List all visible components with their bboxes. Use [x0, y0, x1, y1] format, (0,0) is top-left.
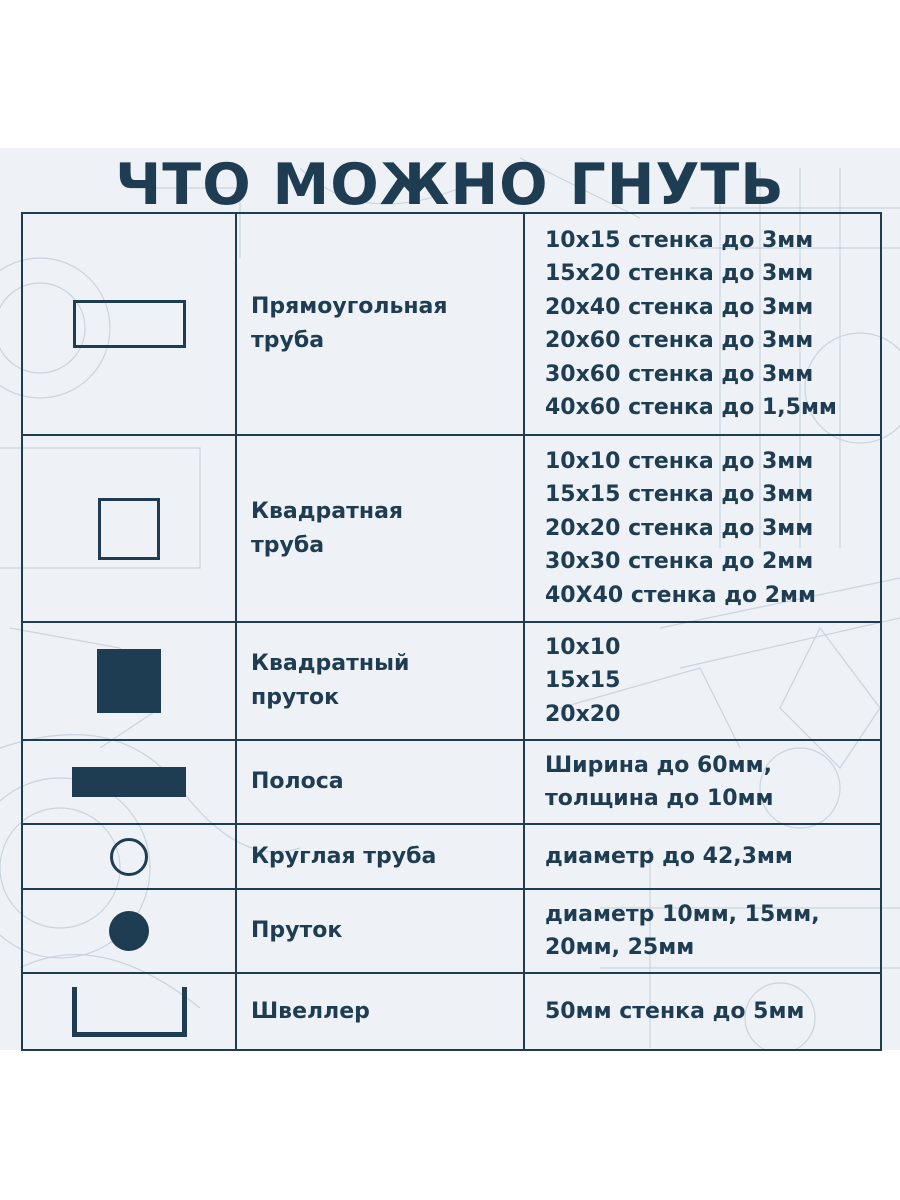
table-row — [22, 622, 881, 740]
spec-line: 15х15 — [545, 668, 621, 694]
table-row — [22, 213, 881, 435]
profile-specs — [524, 213, 881, 435]
icon-cell — [22, 622, 236, 740]
square-bar-solid-icon — [97, 649, 161, 713]
profile-name: Квадратный пруток — [236, 622, 524, 740]
profile-specs — [524, 824, 881, 889]
spec-line: толщина до 10мм — [545, 786, 774, 811]
profile-name: Прямоугольная труба — [236, 213, 524, 435]
strip-solid-icon — [72, 767, 186, 797]
spec-line: 15х20 стенка до 3мм — [545, 261, 814, 286]
spec-line: 10х15 стенка до 3мм — [545, 227, 814, 253]
profile-specs — [524, 740, 881, 824]
spec-line: 20х20 стенка до 3мм — [545, 515, 814, 541]
icon-cell — [22, 973, 236, 1050]
spec-line: 40Х40 стенка до 2мм — [545, 582, 817, 608]
table-row — [22, 740, 881, 824]
spec-line: 20х60 стенка до 3мм — [545, 328, 814, 353]
spec-line: 20х20 — [545, 701, 621, 727]
icon-cell — [22, 889, 236, 973]
profile-specs — [524, 973, 881, 1050]
icon-cell — [22, 435, 236, 622]
icon-cell — [22, 740, 236, 824]
profile-name: Полоса — [236, 740, 524, 824]
profile-name: Круглая труба — [236, 824, 524, 889]
profile-name: Пруток — [236, 889, 524, 973]
bending-spec-table — [21, 212, 882, 1051]
spec-line: Ширина до 60мм, — [545, 752, 772, 778]
spec-line: 10х10 стенка до 3мм — [545, 448, 814, 474]
channel-profile-icon — [72, 987, 187, 1037]
round-tube-outline-icon — [110, 838, 148, 876]
spec-line: 50мм стенка до 5мм — [545, 998, 805, 1024]
profile-specs — [524, 435, 881, 622]
profile-name: Квадратная труба — [236, 435, 524, 622]
spec-line: 15х15 стенка до 3мм — [545, 482, 814, 508]
table-row — [22, 973, 881, 1050]
square-tube-outline-icon — [98, 498, 160, 560]
icon-cell — [22, 824, 236, 889]
profile-specs — [524, 622, 881, 740]
page-title: ЧТО МОЖНО ГНУТЬ — [115, 152, 785, 218]
icon-cell — [22, 213, 236, 435]
round-rod-solid-icon — [109, 911, 149, 951]
spec-line: 30х60 стенка до 3мм — [545, 361, 814, 387]
profile-name: Швеллер — [236, 973, 524, 1050]
spec-line: 30х30 стенка до 2мм — [545, 549, 814, 575]
table-row — [22, 889, 881, 973]
table-row — [22, 824, 881, 889]
profile-specs — [524, 889, 881, 973]
spec-line: 20х40 стенка до 3мм — [545, 294, 814, 320]
spec-line: 10х10 — [545, 634, 621, 660]
spec-line: 40х60 стенка до 1,5мм — [545, 395, 837, 420]
spec-line: диаметр до 42,3мм — [545, 843, 793, 869]
spec-line: 20мм, 25мм — [545, 935, 695, 960]
table-row — [22, 435, 881, 622]
rectangular-tube-outline-icon — [73, 300, 186, 348]
spec-line: диаметр 10мм, 15мм, — [545, 901, 820, 927]
